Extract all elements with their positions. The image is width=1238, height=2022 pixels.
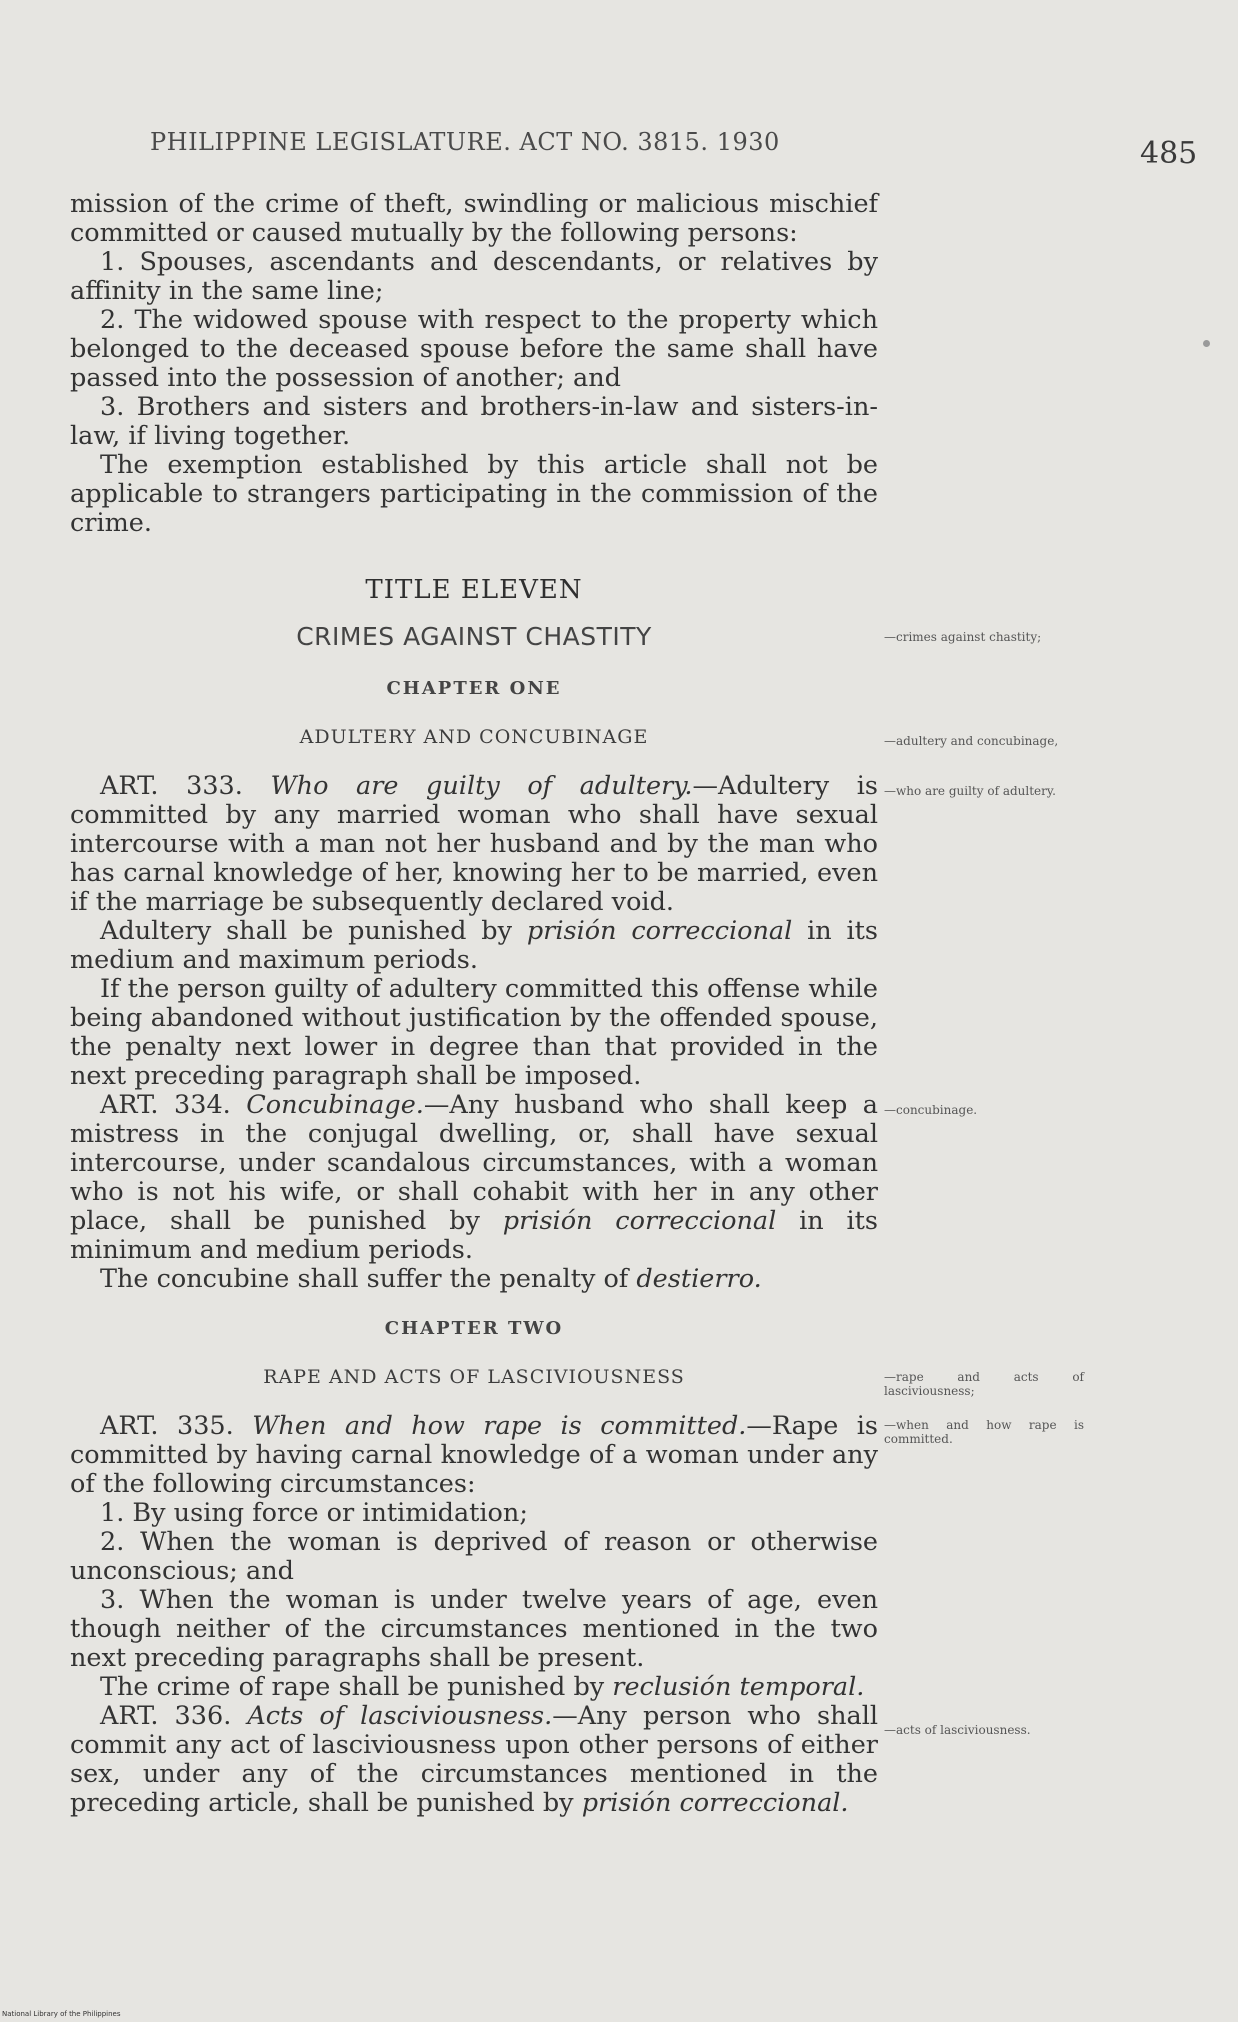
art-333-label: ART. 333. xyxy=(100,771,243,801)
art-335-text: —Rape is committed by having carnal knowledge of a woman under any of the following circumstances: xyxy=(70,1411,878,1499)
intro-text xyxy=(70,190,878,538)
side-note-concubinage: —concubinage. xyxy=(884,1103,978,1117)
chapter-two-label: CHAPTER TWO xyxy=(384,1318,564,1339)
art-336-paragraph xyxy=(70,1702,878,1818)
text-run: Adultery shall be punished by xyxy=(100,916,527,946)
text-run-italic: prisión correccional. xyxy=(581,1788,849,1818)
art-335-label: ART. 335. xyxy=(100,1411,234,1441)
art-335-title: When and how rape is committed. xyxy=(252,1411,747,1441)
exemption-paragraph: The exemption established by this article shall not be applicable to strangers participating in the commission of the crime. xyxy=(70,450,878,538)
running-head: PHILIPPINE LEGISLATURE. ACT NO. 3815. 1930 xyxy=(150,128,780,156)
text-run: The concubine shall suffer the penalty of xyxy=(100,1264,637,1294)
art-335-penalty xyxy=(70,1673,878,1702)
intro-paragraph: mission of the crime of theft, swindling or malicious mischief committed or caused mutually by the following persons: xyxy=(70,189,878,248)
side-note-adultery-concubinage: —adultery and concubinage, xyxy=(884,734,1059,748)
side-note-rape-lasciviousness: —rape and acts of lasciviousness; xyxy=(884,1370,1084,1398)
list-item: 1. By using force or intimidation; xyxy=(100,1498,528,1528)
art-333-paragraph xyxy=(70,772,878,917)
text-run: The crime of rape shall be punished by xyxy=(100,1672,613,1702)
art-334-concubine xyxy=(70,1265,878,1294)
title-label-block xyxy=(70,575,878,605)
text-run: —Any person who shall commit any act of lasciviousness upon other persons of either sex, under any of the circumstances mentioned in the preceding article, shall be punished by xyxy=(70,1701,879,1818)
scan-speck xyxy=(1203,340,1210,347)
list-item: 1. Spouses, ascendants and descendants, or relatives by affinity in the same line; xyxy=(70,247,878,306)
art-334-paragraph xyxy=(70,1091,878,1265)
text-run-italic: destierro. xyxy=(636,1264,762,1294)
chapter-one-heading: ADULTERY AND CONCUBINAGE xyxy=(299,726,649,748)
art-333-penalty xyxy=(70,917,878,975)
side-note-who-guilty: —who are guilty of adultery. xyxy=(884,784,1056,798)
list-item: 3. When the woman is under twelve years of age, even though neither of the circumstances mentioned in the two next preceding paragraphs shall be present. xyxy=(70,1585,878,1673)
page-number: 485 xyxy=(1140,136,1198,171)
list-item: 3. Brothers and sisters and brothers-in-law and sisters-in-law, if living together. xyxy=(70,392,878,451)
text-run-italic: prisión correccional xyxy=(502,1206,777,1236)
art-333-abandonment: If the person guilty of adultery committed this offense while being abandoned without justification by the offended spouse, the penalty next lower in degree than that provided in the next preceding paragraph shall be imposed. xyxy=(70,974,879,1091)
articles-335-336 xyxy=(70,1412,878,1818)
art-336-title: Acts of lasciviousness. xyxy=(247,1701,553,1731)
chapter-two-heading: RAPE AND ACTS OF LASCIVIOUSNESS xyxy=(263,1366,685,1388)
side-note-acts-lasciviousness: —acts of lasciviousness. xyxy=(884,1723,1031,1737)
art-333-title: Who are guilty of adultery. xyxy=(270,771,693,801)
art-334-label: ART. 334. xyxy=(100,1090,231,1120)
footer-credit: National Library of the Philippines xyxy=(2,2010,121,2018)
side-note-chastity: —crimes against chastity; xyxy=(884,630,1042,644)
art-336-label: ART. 336. xyxy=(100,1701,232,1731)
chapter-one-label: CHAPTER ONE xyxy=(386,678,562,699)
list-item: 2. When the woman is deprived of reason or otherwise unconscious; and xyxy=(70,1527,878,1586)
side-note-when-how-rape: —when and how rape is committed. xyxy=(884,1418,1084,1446)
title-label: TITLE ELEVEN xyxy=(365,575,583,605)
text-run: —Any husband who shall keep a mistress in the conjugal dwelling, or, shall have sexual intercourse, under scandalous circumstances, with a woman who is not his wife, or shall cohabit with her in any other place, shall be punished by xyxy=(70,1090,879,1236)
text-run-italic: reclusión temporal. xyxy=(612,1672,865,1702)
text-run-italic: prisión correccional xyxy=(526,916,793,946)
art-335-paragraph xyxy=(70,1412,878,1499)
articles-333-334 xyxy=(70,772,878,1294)
text-run: in its minimum and medium periods. xyxy=(70,1206,879,1265)
art-334-title: Concubinage. xyxy=(246,1090,424,1120)
list-item: 2. The widowed spouse with respect to the property which belonged to the deceased spouse before the same shall have passed into the possession of another; and xyxy=(70,305,878,393)
art-333-text: —Adultery is committed by any married woman who shall have sexual intercourse with a man not her husband and by the man who has carnal knowledge of her, knowing her to be married, even if the marriage be subsequently declared void. xyxy=(70,771,878,917)
text-run: in its medium and maximum periods. xyxy=(70,916,879,975)
title-heading: CRIMES AGAINST CHASTITY xyxy=(296,622,652,651)
